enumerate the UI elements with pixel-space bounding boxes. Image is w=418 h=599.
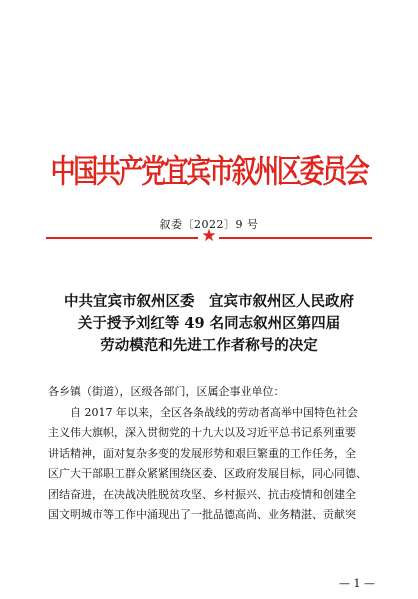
page-number: — 1 — [339,577,375,590]
red-rule-right [219,237,372,239]
document-number: 叙委〔2022〕9 号 [159,218,259,231]
salutation: 各乡镇（街道），区级各部门，区属企事业单位： [48,385,285,398]
star-icon: ★ [201,226,217,246]
red-rule-left [46,237,198,239]
decision-title-line-3: 劳动模范和先进工作者称号的决定 [100,337,318,354]
paragraph-line: 国文明城市等工作中涌现出了一批品德高尚、业务精湛、贡献突 [48,508,356,521]
body-text [48,382,373,526]
decision-title [0,291,418,357]
paragraph-line: 主义伟大旗帜，深入贯彻党的十九大以及习近平总书记系列重要 [48,426,356,439]
issuing-authority-title: 中国共产党宜宾市叙州区委员会 [50,152,368,190]
paragraph-line: 自 2017 年以来，全区各条战线的劳动者高举中国特色社会 [70,405,358,419]
body-paragraph [48,403,373,526]
decision-title-line-1: 中共宜宾市叙州区委 宜宾市叙州区人民政府 [64,293,354,310]
paragraph-line: 讲话精神，面对复杂多变的发展形势和艰巨繁重的工作任务，全 [48,446,356,460]
paragraph-line: 区广大干部职工群众紧紧围绕区委、区政府发展目标，同心同德、 [48,467,367,480]
paragraph-line: 团结奋进，在决战决胜脱贫攻坚、乡村振兴、抗击疫情和创建全 [48,487,356,501]
decision-title-line-2: 关于授予刘红等 49 名同志叙州区第四届 [77,315,341,332]
